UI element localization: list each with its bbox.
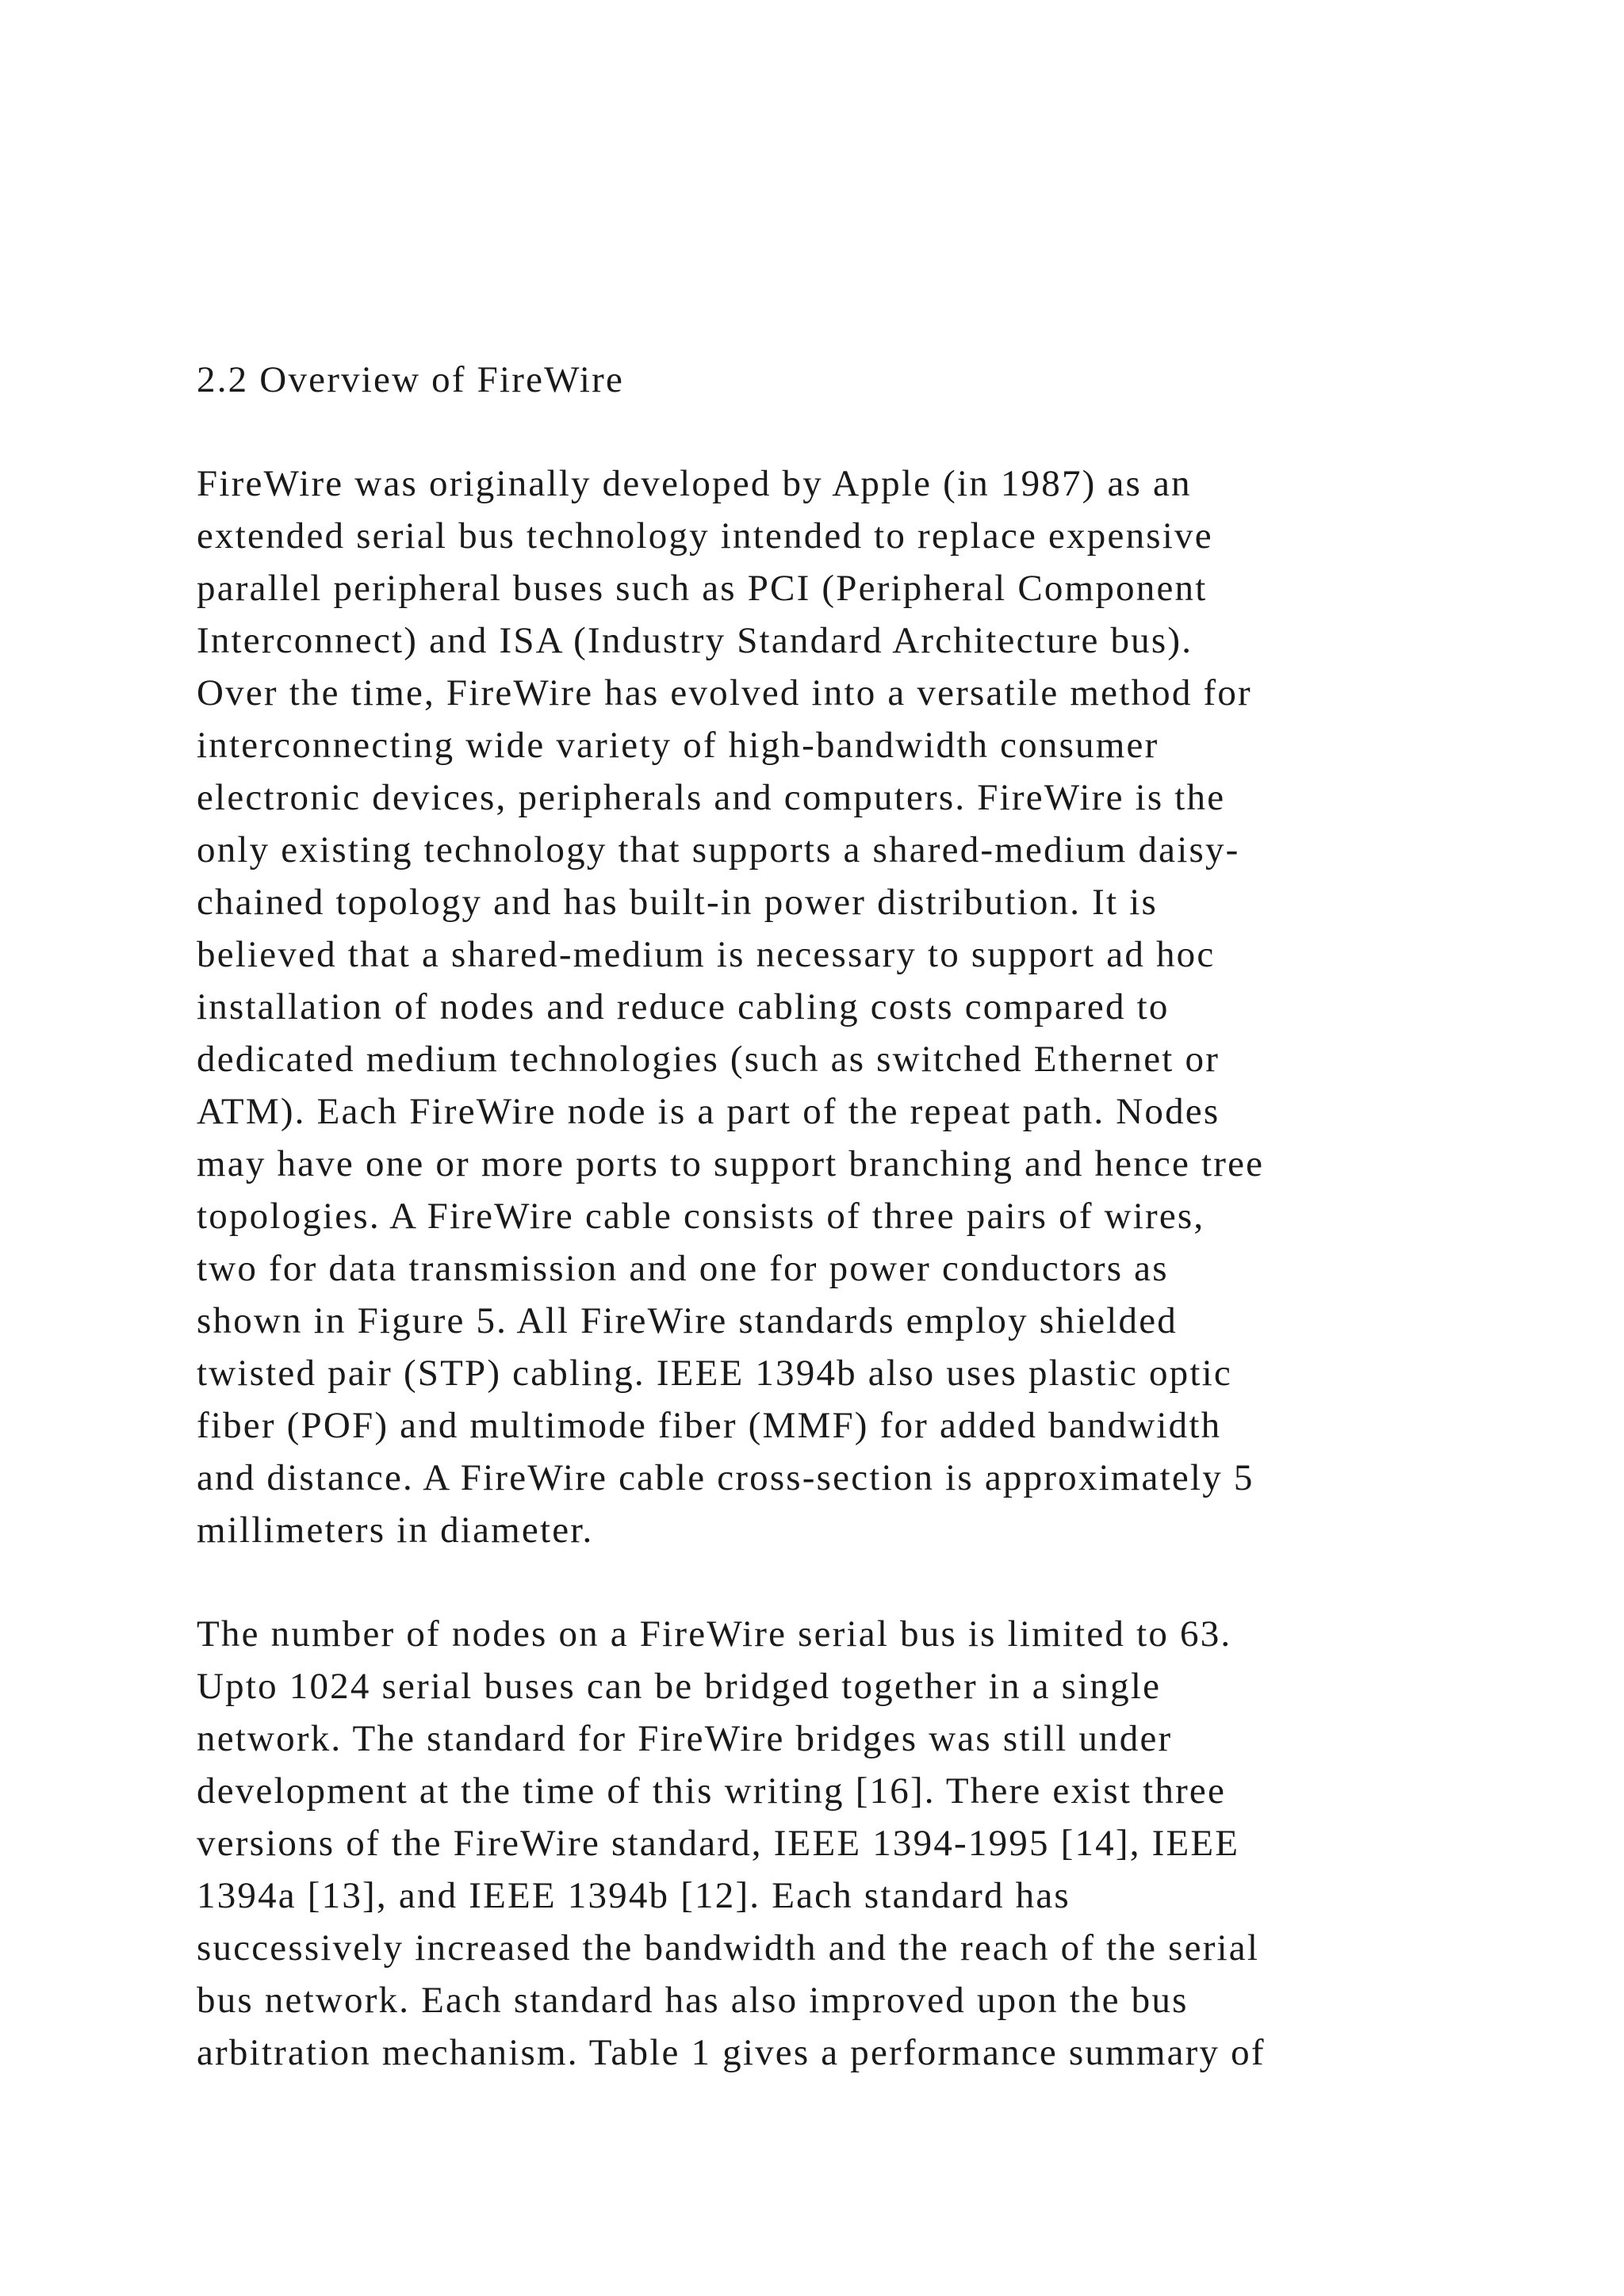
document-body <box>197 354 1608 2079</box>
text-line: network. The standard for FireWire bridges was still under <box>197 1718 1173 1759</box>
text-line: Upto 1024 serial buses can be bridged together in a single <box>197 1666 1162 1707</box>
text-line: electronic devices, peripherals and computers. FireWire is the <box>197 777 1226 818</box>
blank-line <box>197 1556 1608 1608</box>
text-line: installation of nodes and reduce cabling costs compared to <box>197 986 1170 1027</box>
text-line: successively increased the bandwidth and the reach of the serial <box>197 1927 1260 1969</box>
text-line: extended serial bus technology intended to replace expensive <box>197 515 1213 557</box>
text-line: arbitration mechanism. Table 1 gives a performance summary of <box>197 2032 1266 2073</box>
text-line: parallel peripheral buses such as PCI (Peripheral Component <box>197 568 1208 609</box>
text-line: fiber (POF) and multimode fiber (MMF) for added bandwidth <box>197 1405 1222 1446</box>
text-line: two for data transmission and one for power conductors as <box>197 1248 1169 1289</box>
text-line: Interconnect) and ISA (Industry Standard Architecture bus). <box>197 620 1193 661</box>
text-line: interconnecting wide variety of high-bandwidth consumer <box>197 725 1159 766</box>
text-line: ATM). Each FireWire node is a part of the repeat path. Nodes <box>197 1091 1220 1132</box>
blank-line <box>197 406 1608 457</box>
text-line: The number of nodes on a FireWire serial bus is limited to 63. <box>197 1613 1232 1655</box>
text-line: twisted pair (STP) cabling. IEEE 1394b also uses plastic optic <box>197 1353 1232 1394</box>
paragraph-1 <box>197 457 1608 1556</box>
text-line: topologies. A FireWire cable consists of three pairs of wires, <box>197 1196 1205 1237</box>
text-line: bus network. Each standard has also improved upon the bus <box>197 1980 1189 2021</box>
paragraph-2 <box>197 1608 1608 2079</box>
text-line: development at the time of this writing [16]. There exist three <box>197 1770 1227 1812</box>
text-line: only existing technology that supports a shared-medium daisy- <box>197 829 1240 871</box>
text-line: FireWire was originally developed by Apple (in 1987) as an <box>197 463 1192 504</box>
text-line: and distance. A FireWire cable cross-section is approximately 5 <box>197 1457 1254 1498</box>
text-line: versions of the FireWire standard, IEEE 1394-1995 [14], IEEE <box>197 1823 1240 1864</box>
text-line: Over the time, FireWire has evolved into a versatile method for <box>197 672 1252 714</box>
text-line: chained topology and has built-in power distribution. It is <box>197 882 1158 923</box>
section-heading: 2.2 Overview of FireWire <box>197 359 625 400</box>
text-line: 1394a [13], and IEEE 1394b [12]. Each standard has <box>197 1875 1071 1916</box>
text-line: shown in Figure 5. All FireWire standards employ shielded <box>197 1300 1178 1341</box>
text-line: dedicated medium technologies (such as switched Ethernet or <box>197 1039 1220 1080</box>
text-line: believed that a shared-medium is necessary to support ad hoc <box>197 934 1216 975</box>
text-line: millimeters in diameter. <box>197 1510 594 1551</box>
text-line: may have one or more ports to support branching and hence tree <box>197 1143 1265 1184</box>
